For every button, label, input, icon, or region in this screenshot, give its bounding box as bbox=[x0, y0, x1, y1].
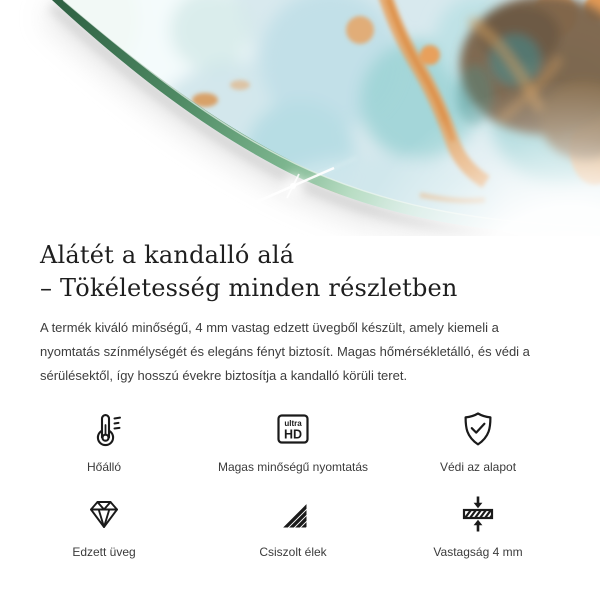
feature-label: Edzett üveg bbox=[72, 545, 136, 559]
title-line-1: Alátét a kandalló alá bbox=[40, 241, 295, 269]
glass-disc-illustration bbox=[0, 0, 600, 236]
feature-label: Hőálló bbox=[86, 460, 122, 474]
product-image bbox=[0, 0, 600, 236]
polished-edges-icon bbox=[273, 491, 313, 537]
feature-item-print-quality bbox=[168, 406, 418, 475]
feature-label: Vastagság 4 mm bbox=[433, 545, 523, 559]
thickness-icon bbox=[458, 491, 498, 537]
product-description: A termék kiváló minőségű, 4 mm vastag edzett üvegből készült, amely kiemeli a nyomtatás színmélységét és elegáns fényt biztosít. Magas hőmérsékletálló, és védi a sérülésektől, így hosszú évekre biztosítja a kandalló körüli teret. bbox=[40, 320, 530, 383]
feature-label: Magas minőségű nyomtatás bbox=[217, 460, 369, 474]
feature-item-thickness bbox=[418, 491, 538, 560]
feature-label: Csiszolt élek bbox=[259, 545, 327, 559]
page-title bbox=[40, 239, 560, 305]
ultra-hd-badge-bottom: HD bbox=[283, 427, 303, 442]
feature-item-heat-resistant bbox=[40, 406, 168, 475]
features-grid bbox=[40, 406, 538, 560]
product-content bbox=[0, 239, 600, 560]
feature-item-protects-base bbox=[418, 406, 538, 475]
feature-label: Védi az alapot bbox=[439, 460, 517, 474]
ultra-hd-icon bbox=[273, 406, 313, 452]
title-line-2: – Tökéletesség minden részletben bbox=[40, 274, 458, 302]
thermometer-icon bbox=[84, 406, 124, 452]
shield-check-icon bbox=[458, 406, 498, 452]
diamond-icon bbox=[84, 491, 124, 537]
ultra-hd-badge-top: ultra bbox=[284, 419, 302, 428]
feature-item-polished-edges bbox=[168, 491, 418, 560]
white-fade-overlay bbox=[0, 0, 600, 236]
feature-item-tempered-glass bbox=[40, 491, 168, 560]
